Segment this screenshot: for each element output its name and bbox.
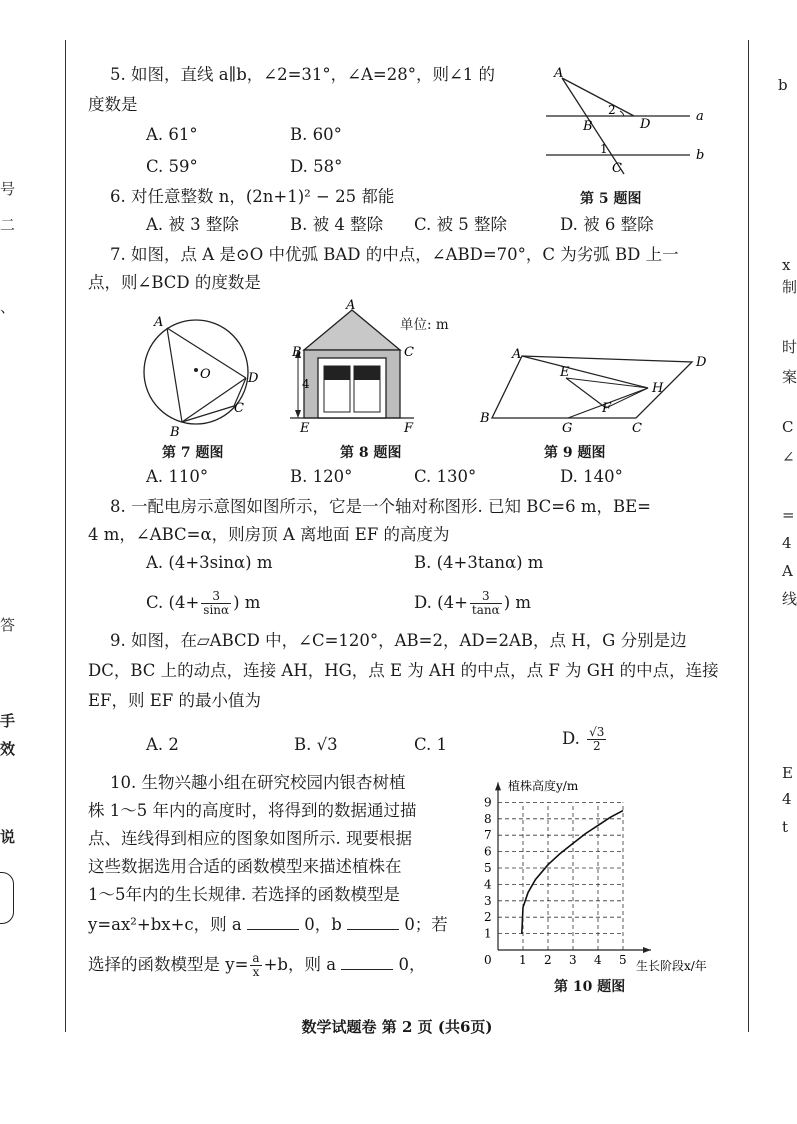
q10-stem-4: 这些数据选用合适的函数模型来描述植株在 [88, 857, 402, 876]
y-tick-label: 4 [484, 877, 492, 892]
y-tick-label: 9 [484, 795, 492, 810]
q7-option-b: B. 120° [290, 467, 353, 486]
q8-label-F: F [404, 421, 414, 436]
q5-option-c: C. 59° [146, 157, 198, 176]
edge-char: 线 [782, 590, 797, 608]
page-footer: 数学试题卷 第 2 页 (共6页) [301, 1018, 493, 1036]
q10-fraction-den: x [252, 965, 260, 979]
q8-stem: 8. 一配电房示意图如图所示，它是一个轴对称图形. 已知 BC=6 m，BE= [110, 497, 651, 516]
q9-stem-cont: DC，BC 上的动点，连接 AH，HG，点 E 为 AH 的中点，点 F 为 GH 的中点，连接 [88, 661, 719, 680]
y-tick-label: 6 [484, 844, 492, 859]
y-tick-label: 1 [484, 926, 492, 941]
q5-option-a: A. 61° [146, 125, 198, 144]
right-margin-rule [748, 40, 749, 1032]
edge-oval [0, 872, 14, 924]
q9-option-d-prefix: D. [562, 729, 586, 748]
q9-option-b: B. √3 [294, 735, 338, 754]
q9-stem-cont2: EF，则 EF 的最小值为 [88, 691, 261, 710]
q10-part-c: 0；若 [404, 915, 448, 934]
q5-option-d: D. 58° [290, 157, 343, 176]
q9-label-B: B [480, 411, 490, 426]
edge-char: b [778, 76, 788, 94]
q8-option-d-prefix: D. (4+ [414, 593, 468, 612]
q7-option-a: A. 110° [146, 467, 209, 486]
q10-growth-chart [476, 774, 726, 974]
y-tick-label: 5 [484, 861, 492, 875]
q8-label-C: C [404, 345, 414, 360]
q5-label-D: D [640, 117, 651, 132]
q9-option-d [562, 726, 608, 753]
q5-caption: 第 5 题图 [580, 191, 642, 207]
q5-label-C: C [612, 161, 622, 176]
edge-char: 时 [782, 338, 797, 356]
q10-blank-c[interactable] [341, 955, 393, 970]
q7-figure [134, 310, 264, 438]
y-tick-label: 3 [484, 893, 492, 908]
q8-option-c-fraction [201, 590, 231, 617]
q9-label-G: G [562, 421, 573, 436]
y-tick-label: 7 [484, 828, 492, 843]
q7-label-D: D [248, 371, 259, 386]
edge-char: 号 [0, 180, 16, 198]
q9-label-F: F [602, 401, 612, 416]
q5-stem: 5. 如图，直线 a∥b，∠2=31°，∠A=28°，则∠1 的 [110, 65, 496, 84]
x-tick-label: 3 [569, 953, 577, 967]
q8-option-c [146, 590, 260, 617]
edge-char: 、 [0, 298, 16, 316]
edge-char: 效 [0, 740, 16, 758]
q9-option-c: C. 1 [414, 735, 448, 754]
q7-label-B: B [170, 425, 180, 440]
edge-char: 说 [0, 828, 16, 846]
y-tick-label: 8 [484, 811, 492, 826]
chart-grid [498, 802, 623, 950]
q5-label-1: 1 [600, 142, 608, 156]
y-axis-arrow [495, 782, 501, 790]
q7-stem: 7. 如图，点 A 是⊙O 中优弧 BAD 的中点，∠ABD=70°，C 为劣弧 BD 上一 [110, 245, 679, 264]
q10-stem-7 [88, 952, 426, 979]
q5-label-b: b [696, 148, 705, 163]
q6-option-c: C. 被 5 整除 [414, 215, 508, 234]
q9-label-D: D [696, 355, 707, 370]
q5-option-b: B. 60° [290, 125, 342, 144]
q5-figure [540, 64, 720, 202]
q10-stem-1: 10. 生物兴趣小组在研究校园内银杏树植 [110, 773, 406, 792]
q9-stem: 9. 如图，在▱ABCD 中，∠C=120°，AB=2，AD=2AB，点 H，G 分别是边 [110, 631, 687, 650]
edge-char: A [782, 562, 793, 580]
q9-label-A: A [512, 347, 522, 362]
q8-stem-cont: 4 m，∠ABC=α，则房顶 A 离地面 EF 的高度为 [88, 525, 450, 544]
edge-char: 案 [782, 368, 797, 386]
q9-option-d-num: √3 [589, 725, 605, 739]
q8-option-c-num: 3 [201, 590, 231, 604]
q7-label-O: O [200, 367, 211, 382]
edge-char: C [782, 418, 794, 436]
q10-fraction-num: a [252, 951, 260, 965]
x-tick-label: 2 [544, 953, 552, 967]
q5-stem-cont: 度数是 [88, 95, 138, 114]
edge-char: x [782, 256, 791, 274]
q7-stem-cont: 点，则∠BCD 的度数是 [88, 273, 261, 292]
edge-char: t [782, 818, 789, 836]
q8-label-height: 4 [302, 377, 310, 391]
growth-curve [522, 811, 623, 934]
q8-label-A: A [346, 298, 356, 313]
q8-option-b: B. (4+3tanα) m [414, 553, 544, 572]
chart-xlabel: 生长阶段x/年 [636, 959, 707, 973]
q8-option-a: A. (4+3sinα) m [146, 553, 273, 572]
edge-char: 4 [782, 534, 792, 552]
q9-caption: 第 9 题图 [544, 445, 606, 461]
edge-char: 答 [0, 616, 16, 634]
x-tick-label: 5 [619, 953, 627, 967]
q8-label-E: E [300, 421, 310, 436]
q8-option-d-num: 3 [470, 590, 502, 604]
q10-stem-2: 株 1～5 年内的高度时，将得到的数据通过描 [88, 801, 417, 820]
edge-char: 制 [782, 278, 797, 296]
left-margin-rule [65, 40, 66, 1032]
q7-caption: 第 7 题图 [162, 445, 224, 461]
q8-label-B: B [292, 345, 302, 360]
edge-char: 二 [0, 216, 16, 234]
q8-caption: 第 8 题图 [340, 445, 402, 461]
q9-label-E: E [560, 365, 570, 380]
q10-stem-6 [88, 914, 448, 936]
q8-option-d-den: tanα [471, 603, 500, 617]
q10-blank-a[interactable] [247, 915, 299, 930]
q10-part-d: 选择的函数模型是 y= [88, 955, 249, 974]
x-tick-label: 4 [594, 953, 602, 967]
q6-option-a: A. 被 3 整除 [146, 215, 239, 234]
q10-part-f: 0， [398, 955, 426, 974]
x-tick-label: 1 [519, 953, 527, 967]
chart-series [522, 811, 623, 934]
q10-fraction [250, 952, 261, 979]
q9-option-d-fraction [587, 726, 606, 753]
q5-label-B: B [583, 119, 593, 134]
q10-blank-b[interactable] [347, 915, 399, 930]
q10-stem-3: 点、连线得到相应的图象如图所示. 现要根据 [88, 829, 412, 848]
q5-label-A: A [554, 66, 564, 81]
chart-ylabel: 植株高度y/m [508, 779, 579, 793]
edge-char: 手 [0, 712, 16, 730]
q9-option-a: A. 2 [146, 735, 179, 754]
q5-label-a: a [696, 109, 704, 124]
x-axis-arrow [643, 947, 651, 953]
q9-option-d-den: 2 [592, 739, 601, 753]
q10-stem-5: 1～5年内的生长规律. 若选择的函数模型是 [88, 885, 400, 904]
edge-char: 4 [782, 790, 792, 808]
q9-label-H: H [652, 381, 664, 396]
y-tick-label: 2 [484, 910, 492, 925]
q7-option-d: D. 140° [560, 467, 623, 486]
q10-part-e: +b，则 a [263, 955, 337, 974]
q8-option-c-prefix: C. (4+ [146, 593, 200, 612]
q10-part-b: 0，b [304, 915, 342, 934]
q8-unit-label: 单位: m [400, 317, 449, 333]
q8-option-c-den: sinα [203, 603, 230, 617]
q8-option-d-suffix: ) m [503, 593, 532, 612]
q7-option-c: C. 130° [414, 467, 477, 486]
edge-char: = [782, 506, 795, 524]
q8-figure [288, 300, 418, 436]
edge-char: ∠ [782, 448, 795, 466]
x-tick-label: 0 [484, 953, 492, 967]
q5-label-2: 2 [608, 103, 616, 117]
q6-option-d: D. 被 6 整除 [560, 215, 654, 234]
q10-caption: 第 10 题图 [554, 979, 626, 995]
q6-option-b: B. 被 4 整除 [290, 215, 384, 234]
q8-option-d [414, 590, 531, 617]
q9-figure [476, 346, 706, 438]
q6-stem: 6. 对任意整数 n，(2n+1)² − 25 都能 [110, 187, 395, 206]
q8-option-d-fraction [470, 590, 502, 617]
q10-part-a: y=ax²+bx+c，则 a [88, 915, 242, 934]
q8-option-c-suffix: ) m [233, 593, 261, 612]
q7-label-A: A [154, 315, 164, 330]
edge-char: E [782, 764, 793, 782]
q9-label-C: C [632, 421, 642, 436]
q7-label-C: C [234, 401, 244, 416]
